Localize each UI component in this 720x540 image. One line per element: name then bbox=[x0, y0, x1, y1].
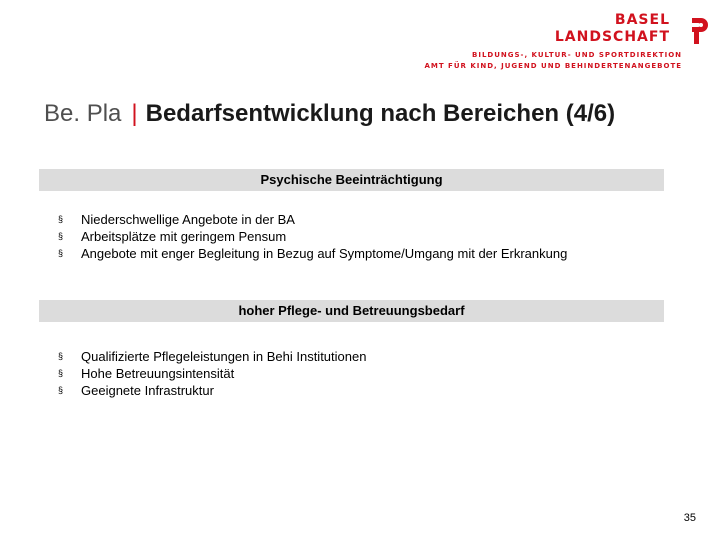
bullet-list-pflege bbox=[58, 348, 366, 399]
list-item bbox=[58, 348, 366, 365]
list-item bbox=[58, 245, 567, 262]
logo-sub-line2: AMT FÜR KIND, JUGEND UND BEHINDERTENANGEBOTE bbox=[424, 62, 682, 70]
logo-line-basel: BASEL bbox=[614, 12, 670, 28]
bullet-icon: § bbox=[58, 385, 64, 395]
title-text: Bedarfsentwicklung nach Bereichen (4/6) bbox=[145, 100, 616, 127]
list-item bbox=[58, 365, 366, 382]
logo-line-landschaft: LANDSCHAFT bbox=[554, 29, 670, 45]
title-separator: | bbox=[131, 100, 138, 127]
logo-department bbox=[424, 50, 682, 72]
list-item-text: Arbeitsplätze mit geringem Pensum bbox=[81, 229, 287, 244]
list-item-text: Angebote mit enger Begleitung in Bezug auf Symptome/Umgang mit der Erkrankung bbox=[81, 246, 568, 261]
crozier-crest-icon bbox=[688, 16, 710, 46]
logo-wordmark bbox=[555, 12, 670, 46]
bullet-icon: § bbox=[58, 214, 64, 224]
list-item bbox=[58, 211, 567, 228]
bullet-icon: § bbox=[58, 368, 64, 378]
bullet-icon: § bbox=[58, 248, 64, 258]
logo-sub-line1: BILDUNGS-, KULTUR- UND SPORTDIREKTION bbox=[472, 51, 682, 59]
bullet-icon: § bbox=[58, 351, 64, 361]
bullet-list-psychische bbox=[58, 211, 567, 262]
list-item bbox=[58, 382, 366, 399]
section-heading-pflege: hoher Pflege- und Betreuungsbedarf bbox=[39, 300, 664, 322]
list-item bbox=[58, 228, 567, 245]
list-item-text: Niederschwellige Angebote in der BA bbox=[81, 212, 295, 227]
list-item-text: Qualifizierte Pflegeleistungen in Behi Institutionen bbox=[81, 349, 367, 364]
bullet-icon: § bbox=[58, 231, 64, 241]
page-title bbox=[44, 100, 615, 128]
page-number: 35 bbox=[683, 512, 696, 524]
list-item-text: Hohe Betreuungsintensität bbox=[81, 366, 235, 381]
section-heading-psychische: Psychische Beeinträchtigung bbox=[39, 169, 664, 191]
title-prefix: Be. Pla bbox=[44, 100, 122, 127]
list-item-text: Geeignete Infrastruktur bbox=[81, 383, 214, 398]
